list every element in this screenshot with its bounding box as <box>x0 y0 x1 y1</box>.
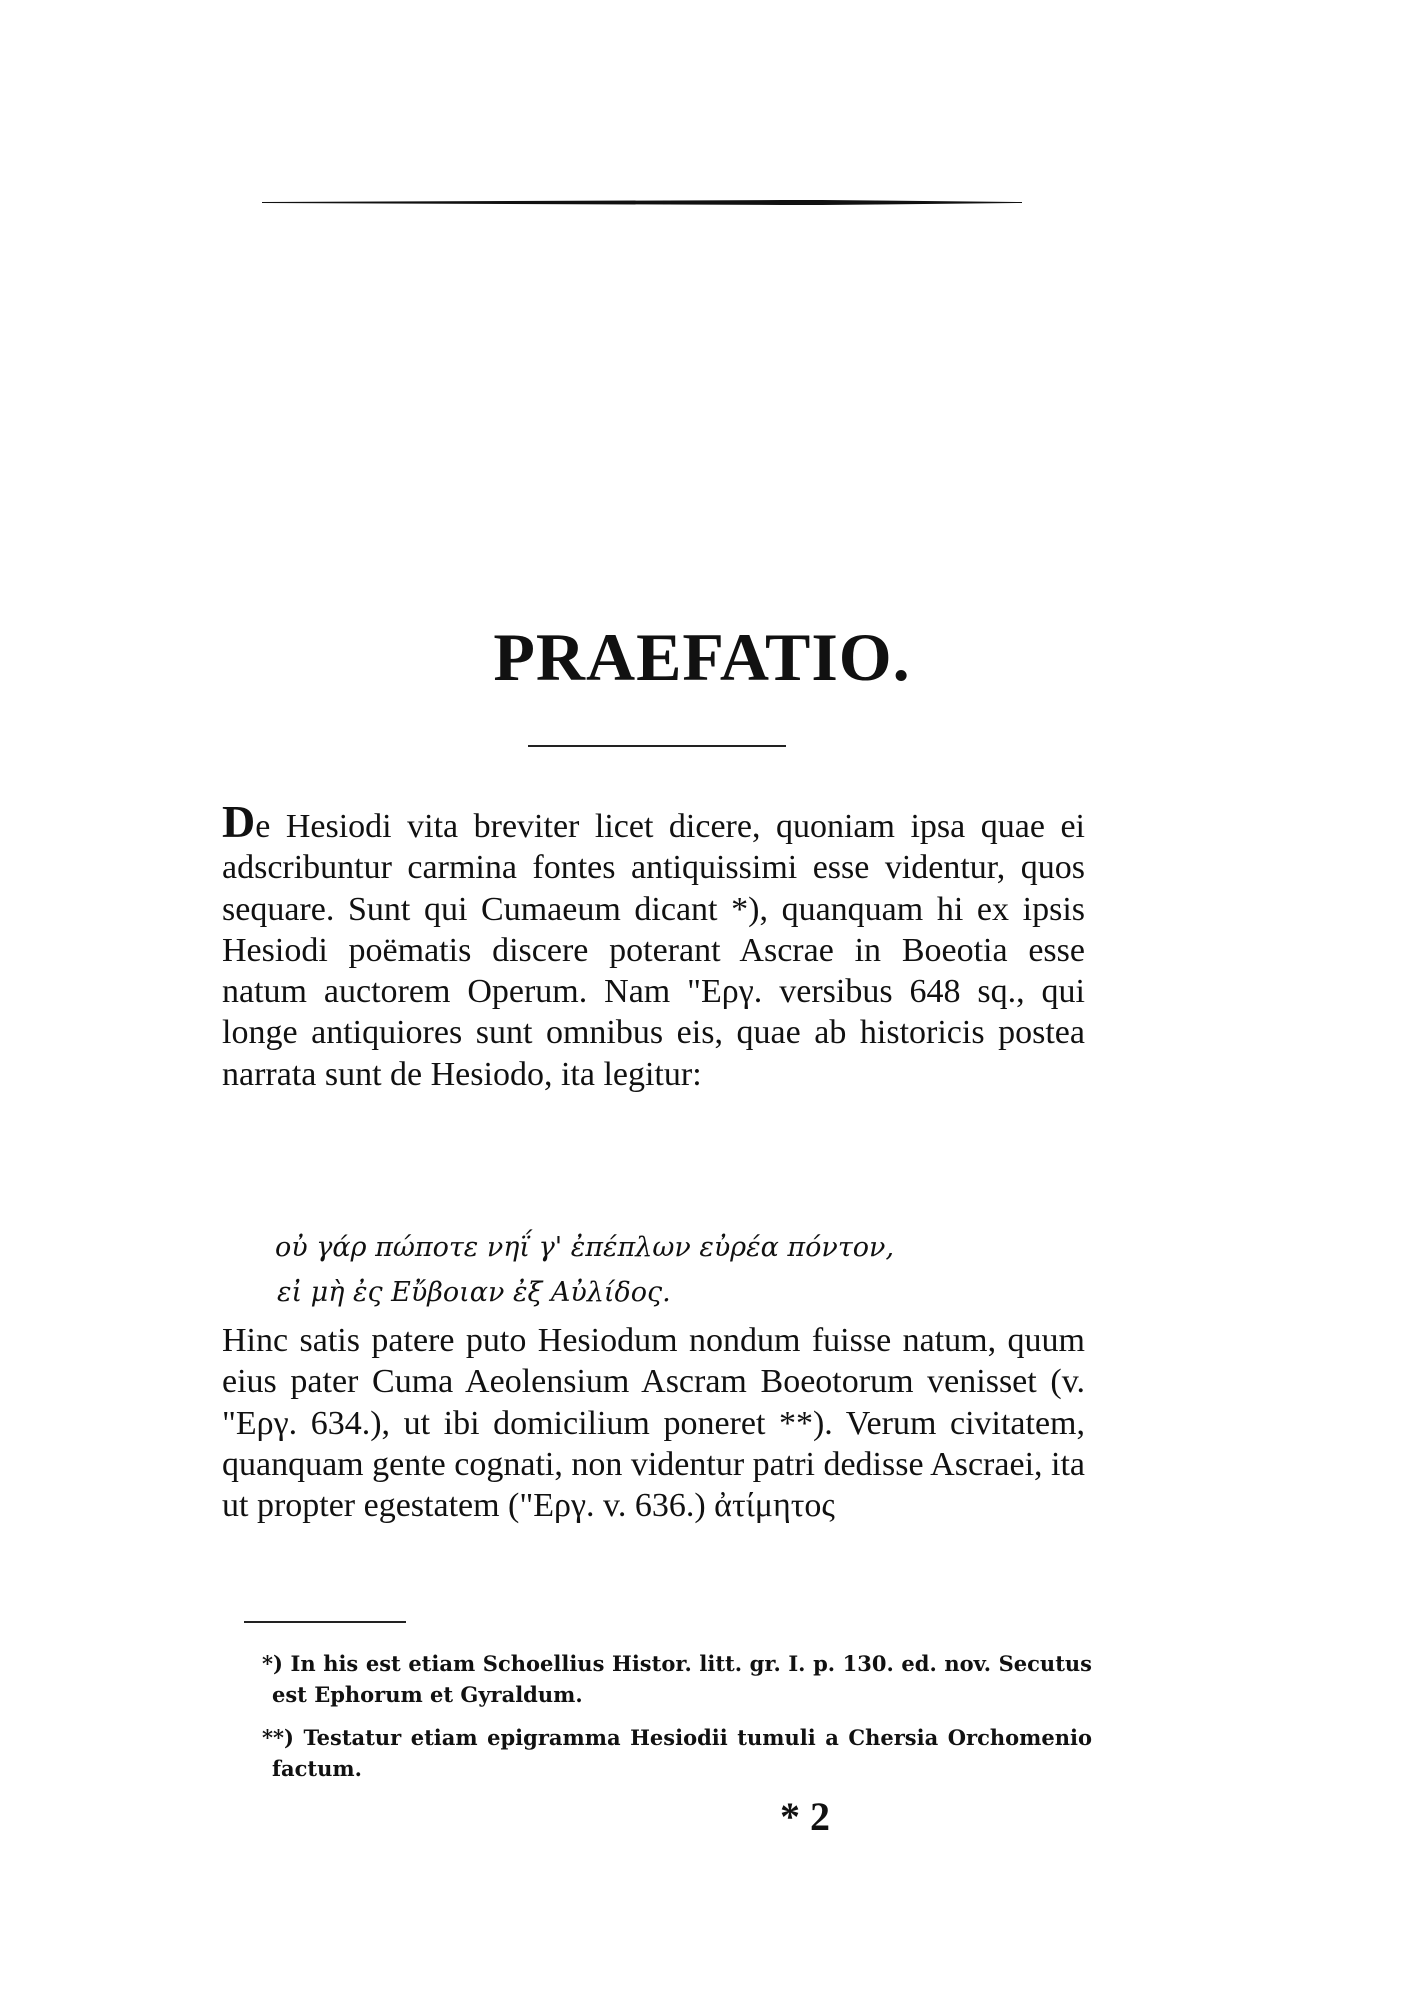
paragraph-1 <box>222 796 1085 1095</box>
signature-mark: * 2 <box>780 1794 830 1839</box>
paragraph-2: Hinc satis patere puto Hesiodum nondum fuisse natum, quum eius pater Cuma Aeolensium Ascram Boeotorum venisset (v. "Εργ. 634.), ut ibi domicilium poneret **). Verum civitatem, quanquam gente cognati, non videntur patri dedisse Ascraei, ita ut propter egestatem ("Εργ. v. 636.) ἀτίμητος <box>222 1322 1085 1525</box>
header-rule <box>262 200 1022 205</box>
footnote-rule <box>244 1621 406 1623</box>
paragraph-1-text: e Hesiodi vita breviter licet dicere, quoniam ipsa quae ei adscribuntur carmina fontes antiquissimi esse videntur, quos sequare. Sunt qui Cumaeum dicant *), quanquam hi ex ipsis Hesiodi poëmatis discere poterant Ascrae in Boeotia esse natum auctorem Operum. Nam "Εργ. versibus 648 sq., qui longe antiquiores sunt omnibus eis, quae ab historicis postea narrata sunt de Hesiodo, ita legitur: <box>222 808 1085 1093</box>
page-title: PRAEFATIO. <box>493 619 911 695</box>
footnotes <box>262 1648 1092 1796</box>
verse-line-2: εἰ μὴ ἐς Εὔβοιαν ἐξ Αὐλίδος. <box>277 1277 671 1308</box>
verse-line-1: οὐ γάρ πώποτε νηΐ γ' ἐπέπλων εὐρέα πόντον, <box>275 1232 895 1263</box>
drop-cap: D <box>222 796 256 847</box>
footnote-1: *) In his est etiam Schoellius Histor. litt. gr. I. p. 130. ed. nov. Secutus est Ephorum et Gyraldum. <box>262 1651 1092 1707</box>
title-rule <box>528 745 786 747</box>
footnote-2: **) Testatur etiam epigramma Hesiodii tumuli a Chersia Orchomenio factum. <box>262 1725 1092 1781</box>
greek-verse <box>275 1225 1075 1315</box>
